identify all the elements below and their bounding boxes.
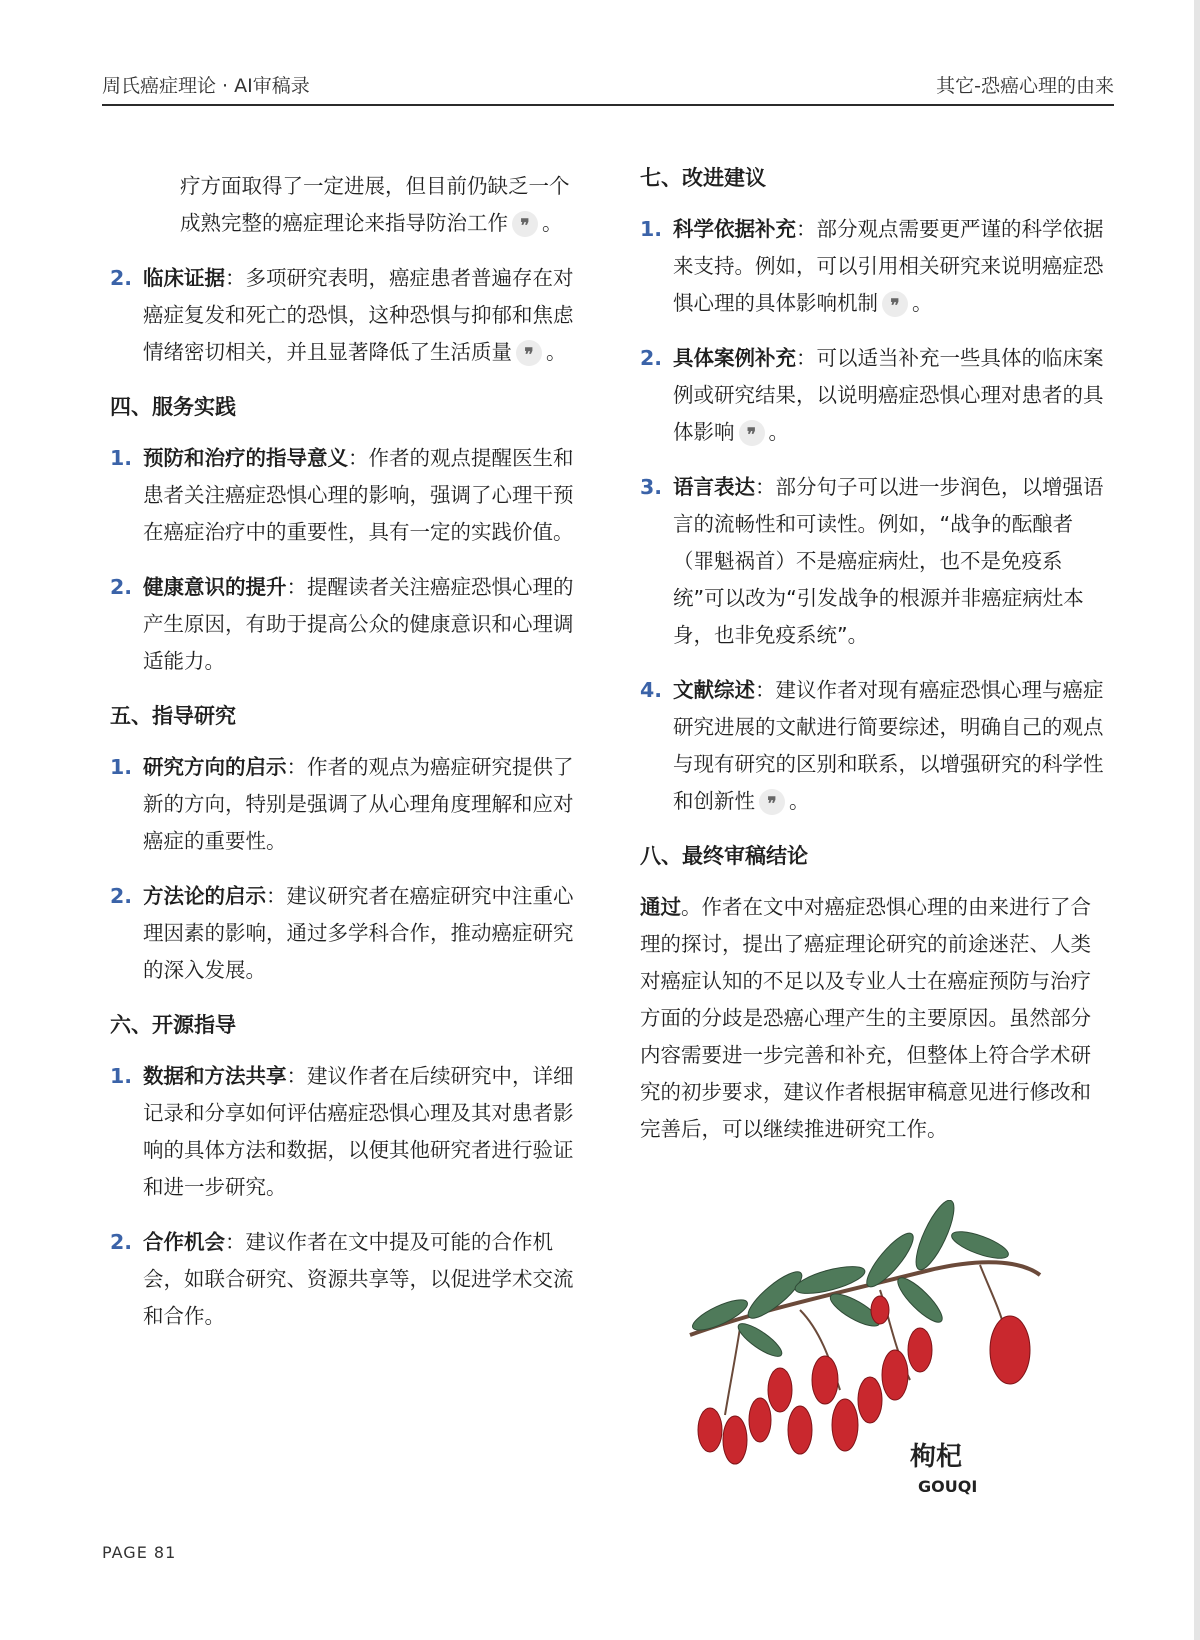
item-number: 1.	[110, 1064, 133, 1088]
item-number: 4.	[640, 678, 663, 702]
goji-berry-illustration	[680, 1200, 1060, 1520]
item-title: 研究方向的启示	[143, 755, 287, 779]
quote-citation-icon[interactable]: ❞	[759, 789, 785, 815]
list-item: 1. 科学依据补充：部分观点需要更严谨的科学依据来支持。例如，可以引用相关研究来说明癌症恐惧心理的具体影响机制 ❞ 。	[640, 211, 1110, 322]
item-text: 部分观点需要更严谨的科学依据来支持。例如，可以引用相关研究来说明癌症恐惧心理的具体影响机制	[673, 217, 1104, 315]
illustration-label-en: GOUQI	[918, 1477, 978, 1496]
item-text: 部分句子可以进一步润色，以增强语言的流畅性和可读性。例如，“战争的酝酿者（罪魁祸首）不是癌症病灶，也不是免疫系统”可以改为“引发战争的根源并非癌症病灶本身，也非免疫系统”。	[673, 475, 1104, 647]
item-text: 可以适当补充一些具体的临床案例或研究结果，以说明癌症恐惧心理对患者的具体影响	[673, 346, 1104, 444]
list-item: 2. 合作机会：建议作者在文中提及可能的合作机会，如联合研究、资源共享等，以促进学术交流和合作。	[110, 1224, 580, 1335]
conclusion-paragraph: 通过。作者在文中对癌症恐惧心理的由来进行了合理的探讨，提出了癌症理论研究的前途迷茫、人类对癌症认知的不足以及专业人士在癌症预防与治疗方面的分歧是恐癌心理产生的主要原因。虽然部分内容需要进一步完善和补充，但整体上符合学术研究的初步要求，建议作者根据审稿意见进行修改和完善后，可以继续推进研究工作。	[640, 895, 1091, 1141]
item-number: 2.	[640, 346, 663, 370]
list-item: 1. 数据和方法共享：建议作者在后续研究中，详细记录和分享如何评估癌症恐惧心理及其对患者影响的具体方法和数据，以便其他研究者进行验证和进一步研究。	[110, 1058, 580, 1206]
item-number: 1.	[110, 446, 133, 470]
item-title: 数据和方法共享	[143, 1064, 287, 1088]
item-number: 2.	[110, 884, 133, 908]
item-title: 合作机会	[143, 1230, 225, 1254]
item-number: 2.	[110, 1230, 133, 1254]
item-text: 作者的观点提醒医生和患者关注癌症恐惧心理的影响，强调了心理干预在癌症治疗中的重要性，具有一定的实践价值。	[143, 446, 574, 544]
item-title: 具体案例补充	[673, 346, 796, 370]
continuation-paragraph: 疗方面取得了一定进展，但目前仍缺乏一个成熟完整的癌症理论来指导防治工作 ❞ 。	[180, 174, 570, 236]
item-number: 2.	[110, 266, 133, 290]
section-heading: 五、指导研究	[110, 704, 236, 728]
item-text: 建议作者在文中提及可能的合作机会，如联合研究、资源共享等，以促进学术交流和合作。	[143, 1230, 574, 1328]
item-text: 建议作者对现有癌症恐惧心理与癌症研究进展的文献进行简要综述，明确自己的观点与现有研究的区别和联系，以增强研究的科学性和创新性	[673, 678, 1104, 813]
item-number: 2.	[110, 575, 133, 599]
item-title: 临床证据	[143, 266, 225, 290]
page-number: PAGE 81	[102, 1543, 177, 1562]
list-item: 4. 文献综述：建议作者对现有癌症恐惧心理与癌症研究进展的文献进行简要综述，明确自己的观点与现有研究的区别和联系，以增强研究的科学性和创新性 ❞ 。	[640, 672, 1110, 820]
page-edge	[1194, 0, 1200, 1640]
list-item: 1. 预防和治疗的指导意义：作者的观点提醒医生和患者关注癌症恐惧心理的影响，强调了心理干预在癌症治疗中的重要性，具有一定的实践价值。	[110, 440, 580, 551]
item-text: 多项研究表明，癌症患者普遍存在对癌症复发和死亡的恐惧，这种恐惧与抑郁和焦虑情绪密切相关，并且显著降低了生活质量	[143, 266, 574, 364]
item-text: 提醒读者关注癌症恐惧心理的产生原因，有助于提高公众的健康意识和心理调适能力。	[143, 575, 574, 673]
quote-citation-icon[interactable]: ❞	[512, 211, 538, 237]
item-text: 作者的观点为癌症研究提供了新的方向，特别是强调了从心理角度理解和应对癌症的重要性。	[143, 755, 574, 853]
quote-citation-icon[interactable]: ❞	[882, 291, 908, 317]
item-text: 建议作者在后续研究中，详细记录和分享如何评估癌症恐惧心理及其对患者影响的具体方法和数据，以便其他研究者进行验证和进一步研究。	[143, 1064, 574, 1199]
section-heading: 六、开源指导	[110, 1013, 236, 1037]
list-item: 1. 研究方向的启示：作者的观点为癌症研究提供了新的方向，特别是强调了从心理角度理解和应对癌症的重要性。	[110, 749, 580, 860]
list-item: 2. 具体案例补充：可以适当补充一些具体的临床案例或研究结果，以说明癌症恐惧心理对患者的具体影响 ❞ 。	[640, 340, 1110, 451]
item-title: 预防和治疗的指导意义	[143, 446, 348, 470]
item-title: 方法论的启示	[143, 884, 266, 908]
item-title: 语言表达	[673, 475, 755, 499]
list-item: 3. 语言表达：部分句子可以进一步润色，以增强语言的流畅性和可读性。例如，“战争的酝酿者（罪魁祸首）不是癌症病灶，也不是免疫系统”可以改为“引发战争的根源并非癌症病灶本身，也非免疫系统”。	[640, 469, 1110, 654]
item-text: 建议研究者在癌症研究中注重心理因素的影响，通过多学科合作，推动癌症研究的深入发展。	[143, 884, 574, 982]
item-title: 科学依据补充	[673, 217, 796, 241]
item-number: 1.	[640, 217, 663, 241]
quote-citation-icon[interactable]: ❞	[516, 340, 542, 366]
section-heading: 七、改进建议	[640, 166, 766, 190]
item-title: 健康意识的提升	[143, 575, 287, 599]
list-item: 2. 临床证据：多项研究表明，癌症患者普遍存在对癌症复发和死亡的恐惧，这种恐惧与抑郁和焦虑情绪密切相关，并且显著降低了生活质量 ❞ 。	[110, 260, 580, 371]
chapter-title: 其它-恐癌心理的由来	[936, 75, 1114, 97]
section-heading: 四、服务实践	[110, 395, 236, 419]
illustration-label-zh: 枸杞	[910, 1442, 963, 1472]
right-column	[640, 168, 1110, 1148]
list-item: 2. 健康意识的提升：提醒读者关注癌症恐惧心理的产生原因，有助于提高公众的健康意识和心理调适能力。	[110, 569, 580, 680]
item-number: 1.	[110, 755, 133, 779]
verdict: 通过	[640, 895, 681, 919]
left-column	[110, 168, 580, 1353]
list-item: 2. 方法论的启示：建议研究者在癌症研究中注重心理因素的影响，通过多学科合作，推动癌症研究的深入发展。	[110, 878, 580, 989]
item-number: 3.	[640, 475, 663, 499]
page-header	[102, 68, 1114, 106]
section-heading: 八、最终审稿结论	[640, 844, 808, 868]
item-title: 文献综述	[673, 678, 755, 702]
book-title: 周氏癌症理论 · AI审稿录	[102, 75, 310, 97]
quote-citation-icon[interactable]: ❞	[739, 420, 765, 446]
